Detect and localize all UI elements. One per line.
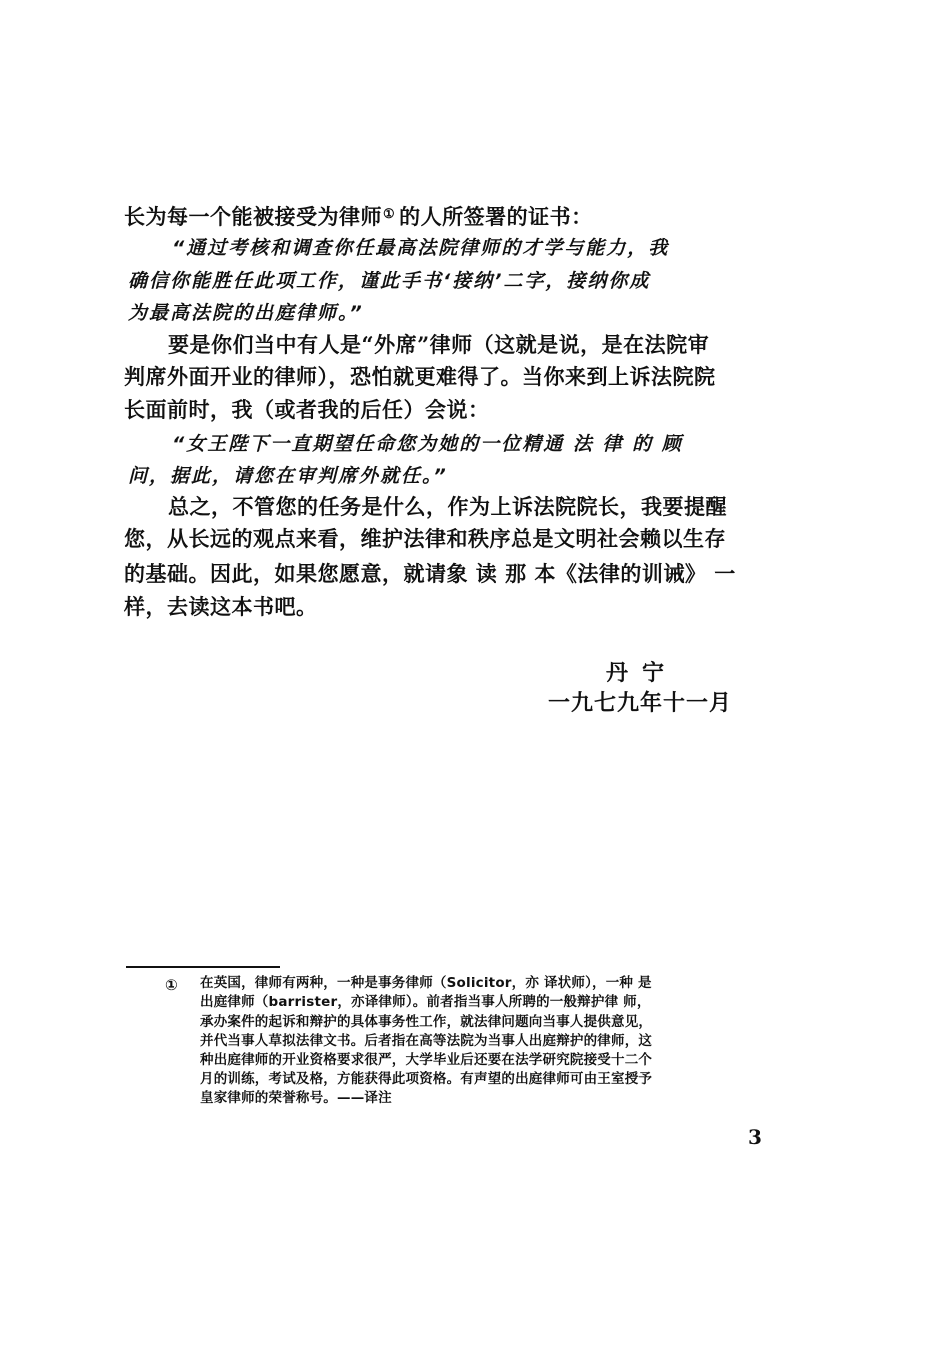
page-number: 3 — [748, 1125, 762, 1149]
footnote-line: 皇家律师的荣誉称号。——译注 — [200, 1090, 392, 1106]
signature-name: 丹宁 — [606, 660, 679, 686]
quote-line: 问，据此，请您在审判席外就任。” — [128, 465, 448, 487]
quote-line: 为最高法院的出庭律师。” — [128, 302, 364, 324]
footnote-mark: ① — [165, 976, 178, 994]
quote-line: 确信你能胜任此项工作，谨此手书‘接纳’二字，接纳你成 — [128, 270, 651, 292]
signature-date: 一九七九年十一月 — [548, 690, 733, 716]
body-text: 的人所签署的证书： — [399, 204, 593, 229]
paragraph-line: 长面前时，我（或者我的后任）会说： — [124, 397, 490, 422]
body-line-1 — [124, 200, 593, 232]
footnote-divider — [126, 966, 280, 968]
footnote-line: 并代当事人草拟法律文书。后者指在高等法院为当事人出庭辩护的律师，这 — [200, 1033, 653, 1049]
footnote-line: 月的训练，考试及格，方能获得此项资格。有声望的出庭律师可由王室授予 — [200, 1071, 653, 1087]
footnote-line: 在英国，律师有两种，一种是事务律师（Solicitor，亦 译状师），一种 是 — [200, 975, 652, 991]
paragraph-line: 要是你们当中有人是“外席”律师（这就是说，是在法院审 — [168, 332, 710, 357]
quote-line: “通过考核和调查你任最高法院律师的才学与能力，我 — [172, 237, 670, 259]
footnote-line: 出庭律师（barrister，亦译律师）。前者指当事人所聘的一般辩护律 师， — [200, 994, 651, 1010]
paragraph-line: 的基础。因此，如果您愿意，就请象 读 那 本《法律的训诫》 一 — [124, 561, 736, 586]
paragraph-line: 样，去读这本书吧。 — [124, 594, 318, 619]
quote-line: “女王陛下一直期望任命您为她的一位精通 法 律 的 顾 — [172, 433, 683, 455]
paragraph-line: 您，从长远的观点来看，维护法律和秩序总是文明社会赖以生存 — [124, 526, 726, 551]
footnote-reference: ① — [383, 207, 396, 222]
paragraph-line: 总之，不管您的任务是什么，作为上诉法院院长，我要提醒 — [168, 494, 727, 519]
body-text: 长为每一个能被接受为律师 — [124, 204, 382, 229]
footnote-line: 承办案件的起诉和辩护的具体事务性工作，就法律问题向当事人提供意见， — [200, 1014, 653, 1030]
footnote-line: 种出庭律师的开业资格要求很严，大学毕业后还要在法学研究院接受十二个 — [200, 1052, 653, 1068]
paragraph-line: 判席外面开业的律师），恐怕就更难得了。当你来到上诉法院院 — [124, 364, 716, 389]
